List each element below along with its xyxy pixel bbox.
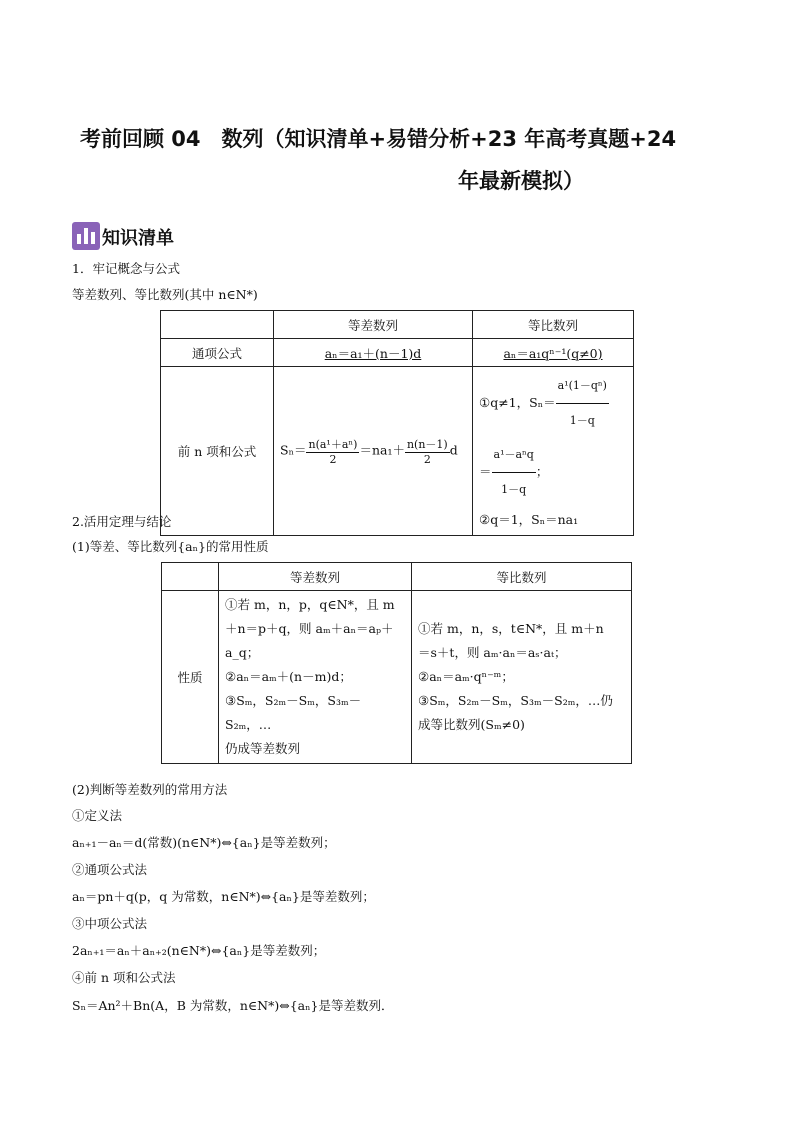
document-title bbox=[80, 118, 720, 202]
geo-general-term: aₙ＝a₁qⁿ⁻¹(q≠0) bbox=[473, 339, 634, 367]
table2-corner bbox=[162, 563, 219, 591]
method-4-title: ④前 n 项和公式法 bbox=[72, 970, 176, 985]
method-4-text: Sₙ＝An²＋Bn(A，B 为常数，n∈N*)⇔{aₙ}是等差数列． bbox=[72, 998, 394, 1013]
bar-chart-icon bbox=[72, 222, 100, 250]
intro-text: 等差数列、等比数列(其中 n∈N*) bbox=[72, 287, 258, 302]
section-header bbox=[72, 218, 174, 250]
formula-table bbox=[160, 310, 634, 536]
method-2-text: aₙ＝pn＋q(p，q 为常数，n∈N*)⇔{aₙ}是等差数列； bbox=[72, 889, 375, 904]
geo-sum-formula: ①q≠1，Sₙ＝ $\frac{\text{a¹(1－qⁿ)}}{1-q}$ ＝ $\frac{\text{a¹－aⁿq}}{1-q}$ ； ②q＝1，Sₙ＝na₁ bbox=[473, 367, 634, 536]
heading-1: 1．牢记概念与公式 bbox=[72, 261, 180, 276]
properties-table bbox=[161, 562, 632, 764]
geo-properties: ①若 m，n，s，t∈N*，且 m＋n ＝s＋t，则 aₘ·aₙ＝aₛ·aₜ； ②aₙ＝aₘ·qⁿ⁻ᵐ； ③Sₘ，S₂ₘ－Sₘ，S₃ₘ－S₂ₘ，…仍 成等比数列(Sₘ≠0) bbox=[412, 591, 632, 764]
table2-header-geometric: 等比数列 bbox=[412, 563, 632, 591]
section-title: 知识清单 bbox=[102, 228, 174, 249]
method-1-title: ①定义法 bbox=[72, 808, 123, 823]
title-line-1: 考前回顾 04 数列（知识清单+易错分析+23 年高考真题+24 bbox=[80, 127, 677, 151]
table2-header-arithmetic: 等差数列 bbox=[219, 563, 412, 591]
subheading-properties: (1)等差、等比数列{aₙ}的常用性质 bbox=[72, 539, 269, 554]
heading-3: (2)判断等差数列的常用方法 bbox=[72, 782, 228, 797]
table-corner bbox=[161, 311, 274, 339]
table2-row-label: 性质 bbox=[162, 591, 219, 764]
method-2-title: ②通项公式法 bbox=[72, 862, 148, 877]
method-3-title: ③中项公式法 bbox=[72, 916, 148, 931]
method-3-text: 2aₙ₊₁＝aₙ＋aₙ₊₂(n∈N*)⇔{aₙ}是等差数列； bbox=[72, 943, 326, 958]
row-label-general-term: 通项公式 bbox=[161, 339, 274, 367]
title-line-2: 年最新模拟） bbox=[458, 169, 584, 193]
header-geometric: 等比数列 bbox=[473, 311, 634, 339]
method-1-text: aₙ₊₁－aₙ＝d(常数)(n∈N*)⇔{aₙ}是等差数列； bbox=[72, 835, 336, 850]
heading-2: 2.活用定理与结论 bbox=[72, 514, 172, 529]
arith-sum-formula: Sₙ＝ $\frac{\text{n(a¹＋aⁿ)}}{2}$ ＝na₁＋ $\frac{n(n-1)}{2}$ d bbox=[274, 367, 473, 536]
arith-properties: ①若 m，n，p，q∈N*，且 m ＋n＝p＋q，则 aₘ＋aₙ＝aₚ＋ a_q； ②aₙ＝aₘ＋(n－m)d； ③Sₘ，S₂ₘ－Sₘ，S₃ₘ－S₂ₘ，… 仍成等差数列 bbox=[219, 591, 412, 764]
header-arithmetic: 等差数列 bbox=[274, 311, 473, 339]
row-label-sum: 前 n 项和公式 bbox=[161, 367, 274, 536]
arith-general-term: aₙ＝a₁＋(n－1)d bbox=[274, 339, 473, 367]
